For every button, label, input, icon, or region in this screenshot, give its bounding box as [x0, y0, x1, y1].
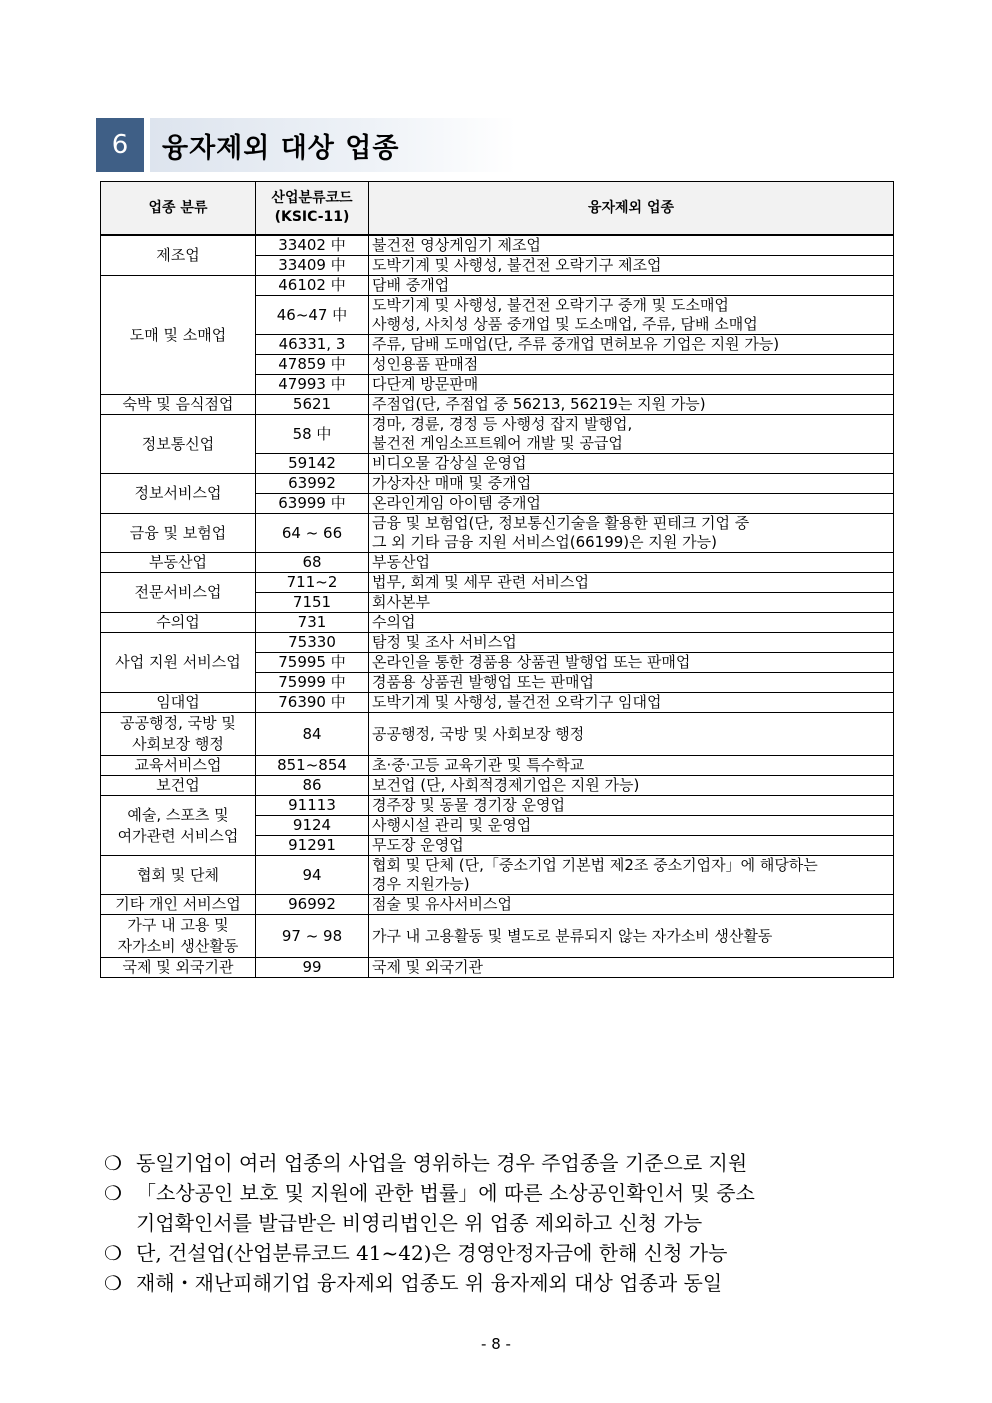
table-row [101, 958, 894, 978]
table-row [101, 693, 894, 713]
industry-line: 가구 내 고용활동 및 별도로 분류되지 않는 자가소비 생산활동 [372, 926, 773, 945]
industry-line: 불건전 영상게임기 제조업 [372, 236, 541, 254]
table-row [101, 276, 894, 296]
industry-cell [369, 958, 894, 978]
category-line: 숙박 및 음식점업 [122, 395, 234, 413]
note-line: 기업확인서를 발급받은 비영리법인은 위 업종 제외하고 신청 가능 [136, 1211, 703, 1235]
category-line: 예술, 스포츠 및 [127, 805, 229, 824]
industry-cell [369, 713, 894, 756]
industry-cell [369, 895, 894, 915]
industry-cell [369, 296, 894, 335]
industry-line: 국제 및 외국기관 [372, 958, 483, 976]
category-line: 교육서비스업 [134, 756, 222, 774]
category-cell [101, 235, 256, 276]
industry-cell [369, 494, 894, 514]
industry-line: 사행시설 관리 및 운영업 [372, 816, 532, 834]
note-line: 동일기업이 여러 업종의 사업을 영위하는 경우 주업종을 기준으로 지원 [136, 1151, 748, 1175]
industry-line: 금융 및 보험업(단, 정보통신기술을 활용한 핀테크 기업 중 [372, 514, 750, 532]
industry-cell [369, 816, 894, 836]
category-cell [101, 553, 256, 573]
industry-line: 주류, 담배 도매업(단, 주류 중개업 면허보유 기업은 지원 가능) [372, 335, 780, 353]
category-cell [101, 415, 256, 474]
industry-cell [369, 915, 894, 958]
industry-cell [369, 335, 894, 355]
industry-line: 수의업 [372, 613, 416, 631]
industry-line: 온라인을 통한 경품용 상품권 발행업 또는 판매업 [372, 653, 691, 671]
category-cell [101, 856, 256, 895]
header-code-line2: (KSIC-11) [274, 209, 350, 225]
industry-cell [369, 673, 894, 693]
code-cell: 91291 [256, 836, 369, 856]
industry-line: 비디오물 감상실 운영업 [372, 454, 527, 472]
industry-cell [369, 454, 894, 474]
code-cell: 46102 中 [256, 276, 369, 296]
industry-cell [369, 375, 894, 395]
code-cell: 75995 中 [256, 653, 369, 673]
industry-line: 무도장 운영업 [372, 836, 464, 854]
industry-line: 협회 및 단체 (단,「중소기업 기본법 제2조 중소기업자」에 해당하는 [372, 856, 818, 874]
industry-line: 보건업 (단, 사회적경제기업은 지원 가능) [372, 776, 640, 794]
table-row [101, 514, 894, 553]
note-line: 「소상공인 보호 및 지원에 관한 법률」에 따른 소상공인확인서 및 중소 [136, 1181, 755, 1205]
section-number: 6 [96, 118, 144, 172]
table-row [101, 856, 894, 895]
note-item [104, 1178, 900, 1238]
category-line: 정보서비스업 [134, 484, 222, 502]
industry-cell [369, 474, 894, 494]
industry-line: 탐정 및 조사 서비스업 [372, 633, 517, 651]
note-text [136, 1268, 900, 1298]
industry-line: 가상자산 매매 및 중개업 [372, 474, 532, 492]
code-cell: 58 中 [256, 415, 369, 454]
section-heading [96, 118, 516, 172]
industry-line: 불건전 게임소프트웨어 개발 및 공급업 [372, 434, 623, 452]
category-cell [101, 796, 256, 856]
circle-bullet-icon: ❍ [104, 1181, 122, 1205]
industry-line: 점술 및 유사서비스업 [372, 895, 512, 913]
industry-line: 도박기계 및 사행성, 불건전 오락기구 임대업 [372, 693, 662, 711]
industry-line: 담배 중개업 [372, 276, 450, 294]
code-cell: 47859 中 [256, 355, 369, 375]
industry-line: 초·중·고등 교육기관 및 특수학교 [372, 756, 585, 774]
industry-line: 도박기계 및 사행성, 불건전 오락기구 제조업 [372, 256, 662, 274]
code-cell: 99 [256, 958, 369, 978]
category-line: 협회 및 단체 [137, 865, 219, 884]
category-line: 정보통신업 [141, 434, 215, 453]
industry-line: 공공행정, 국방 및 사회보장 행정 [372, 724, 585, 743]
industry-line: 주점업(단, 주점업 중 56213, 56219는 지원 가능) [372, 395, 706, 413]
code-cell: 75999 中 [256, 673, 369, 693]
industry-cell [369, 836, 894, 856]
category-line: 제조업 [156, 246, 200, 264]
category-line: 사회보장 행정 [132, 735, 224, 753]
table-row [101, 474, 894, 494]
industry-cell [369, 796, 894, 816]
industry-line: 경우 지원가능) [372, 875, 470, 893]
note-text [136, 1178, 900, 1238]
industry-cell [369, 776, 894, 796]
industry-cell [369, 593, 894, 613]
industry-line: 회사본부 [372, 593, 430, 611]
category-line: 기타 개인 서비스업 [115, 895, 241, 913]
category-line: 금융 및 보험업 [129, 523, 227, 542]
category-cell [101, 276, 256, 395]
code-cell: 7151 [256, 593, 369, 613]
industry-cell [369, 573, 894, 593]
page-number: - 8 - [481, 1335, 511, 1353]
category-line: 여가관련 서비스업 [117, 826, 239, 845]
industry-cell [369, 256, 894, 276]
table-row [101, 895, 894, 915]
code-cell: 9124 [256, 816, 369, 836]
industry-cell [369, 355, 894, 375]
code-cell: 63999 中 [256, 494, 369, 514]
table-row [101, 713, 894, 756]
category-line: 국제 및 외국기관 [122, 958, 234, 976]
note-line: 단, 건설업(산업분류코드 41~42)은 경영안정자금에 한해 신청 가능 [136, 1241, 728, 1265]
code-cell: 731 [256, 613, 369, 633]
industry-cell [369, 553, 894, 573]
industry-cell [369, 693, 894, 713]
table-row [101, 573, 894, 593]
note-text [136, 1148, 900, 1178]
code-cell: 33409 中 [256, 256, 369, 276]
industry-line: 다단계 방문판매 [372, 375, 479, 393]
code-cell: 97 ~ 98 [256, 915, 369, 958]
code-cell: 68 [256, 553, 369, 573]
code-cell: 5621 [256, 395, 369, 415]
code-cell: 76390 中 [256, 693, 369, 713]
code-cell: 46331, 3 [256, 335, 369, 355]
table-row [101, 553, 894, 573]
industry-line: 그 외 기타 금융 지원 서비스업(66199)은 지원 가능) [372, 533, 717, 551]
note-line: 재해・재난피해기업 융자제외 업종도 위 융자제외 대상 업종과 동일 [136, 1271, 723, 1295]
code-cell: 84 [256, 713, 369, 756]
code-cell: 47993 中 [256, 375, 369, 395]
code-cell: 851~854 [256, 756, 369, 776]
header-category: 업종 분류 [101, 182, 256, 236]
excluded-industries-table [100, 181, 894, 978]
circle-bullet-icon: ❍ [104, 1151, 122, 1175]
category-cell [101, 613, 256, 633]
category-line: 가구 내 고용 및 [127, 916, 229, 934]
industry-cell [369, 235, 894, 256]
code-cell: 711~2 [256, 573, 369, 593]
industry-cell [369, 633, 894, 653]
code-cell: 86 [256, 776, 369, 796]
category-line: 수의업 [156, 613, 200, 631]
note-text [136, 1238, 900, 1268]
industry-line: 부동산업 [372, 553, 430, 571]
notes-list [104, 1148, 900, 1298]
industry-line: 경품용 상품권 발행업 또는 판매업 [372, 673, 594, 691]
table-row [101, 613, 894, 633]
category-cell [101, 633, 256, 693]
code-cell: 64 ~ 66 [256, 514, 369, 553]
code-cell: 94 [256, 856, 369, 895]
note-item [104, 1148, 900, 1178]
industry-line: 사행성, 사치성 상품 중개업 및 도소매업, 주류, 담배 소매업 [372, 315, 758, 333]
category-line: 부동산업 [149, 553, 207, 571]
table-body [101, 235, 894, 978]
code-cell: 96992 [256, 895, 369, 915]
category-line: 자가소비 생산활동 [117, 937, 239, 955]
table-header-row [101, 182, 894, 236]
note-item [104, 1238, 900, 1268]
industry-cell [369, 276, 894, 296]
code-cell: 33402 中 [256, 235, 369, 256]
category-cell [101, 514, 256, 553]
header-industry: 융자제외 업종 [369, 182, 894, 236]
industry-line: 온라인게임 아이템 중개업 [372, 494, 541, 512]
industry-cell [369, 856, 894, 895]
code-cell: 46~47 中 [256, 296, 369, 335]
table-row [101, 915, 894, 958]
code-cell: 91113 [256, 796, 369, 816]
category-line: 사업 지원 서비스업 [115, 653, 241, 671]
industry-cell [369, 514, 894, 553]
header-code [256, 182, 369, 236]
section-title: 융자제외 대상 업종 [150, 118, 516, 172]
category-cell [101, 958, 256, 978]
code-cell: 59142 [256, 454, 369, 474]
industry-cell [369, 395, 894, 415]
category-cell [101, 776, 256, 796]
table-row [101, 776, 894, 796]
table-row [101, 756, 894, 776]
circle-bullet-icon: ❍ [104, 1241, 122, 1265]
category-cell [101, 895, 256, 915]
category-line: 보건업 [156, 776, 200, 794]
code-cell: 75330 [256, 633, 369, 653]
industry-line: 도박기계 및 사행성, 불건전 오락기구 중개 및 도소매업 [372, 296, 729, 314]
category-cell [101, 474, 256, 514]
industry-cell [369, 613, 894, 633]
table-row [101, 415, 894, 454]
table-row [101, 633, 894, 653]
category-cell [101, 713, 256, 756]
category-line: 전문서비스업 [134, 583, 222, 601]
industry-line: 경주장 및 동물 경기장 운영업 [372, 796, 565, 814]
industry-cell [369, 756, 894, 776]
code-cell: 63992 [256, 474, 369, 494]
category-cell [101, 573, 256, 613]
category-cell [101, 395, 256, 415]
table-row [101, 235, 894, 256]
note-item [104, 1268, 900, 1298]
industry-cell [369, 415, 894, 454]
header-code-line1: 산업분류코드 [271, 190, 353, 206]
circle-bullet-icon: ❍ [104, 1271, 122, 1295]
category-line: 공공행정, 국방 및 [120, 714, 236, 732]
category-line: 임대업 [156, 693, 200, 711]
table-row [101, 796, 894, 816]
industry-cell [369, 653, 894, 673]
table-row [101, 395, 894, 415]
category-cell [101, 693, 256, 713]
category-line: 도매 및 소매업 [129, 325, 227, 344]
industry-line: 경마, 경륜, 경정 등 사행성 잡지 발행업, [372, 415, 633, 433]
category-cell [101, 756, 256, 776]
industry-line: 법무, 회계 및 세무 관련 서비스업 [372, 573, 589, 591]
category-cell [101, 915, 256, 958]
industry-line: 성인용품 판매점 [372, 355, 479, 373]
